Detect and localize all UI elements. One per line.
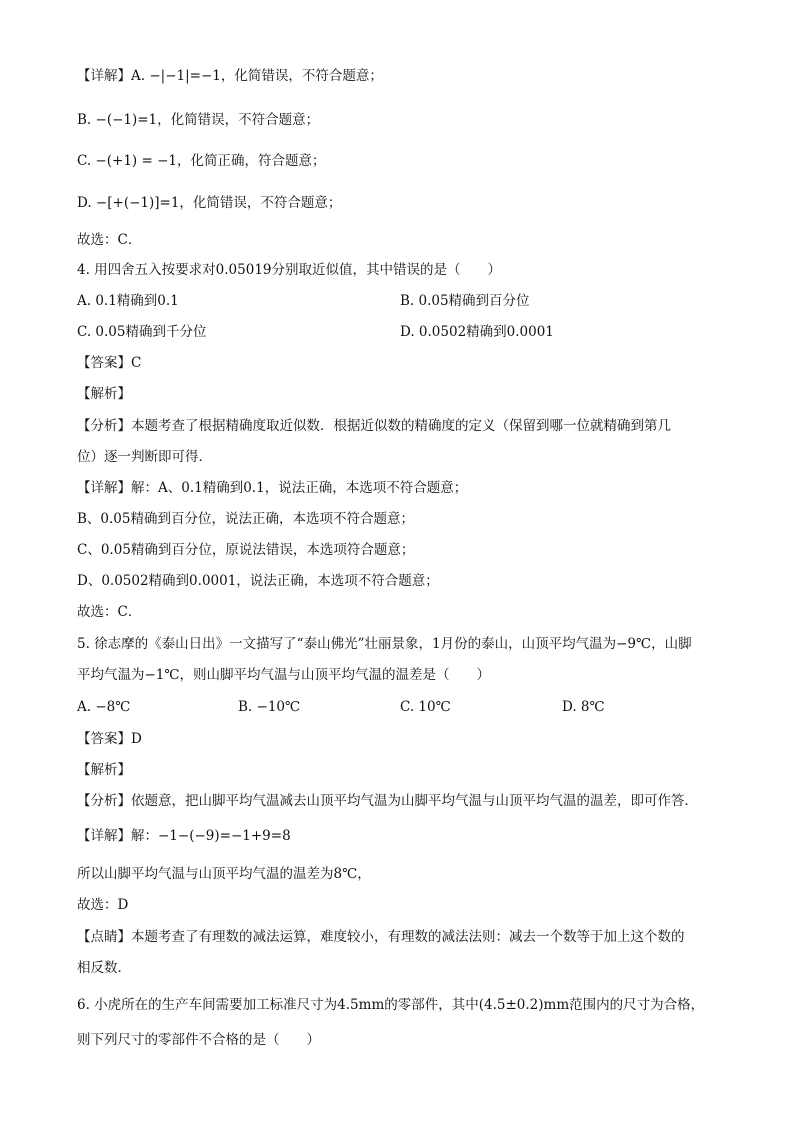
- question-4-option-b: B. 0.05精确到百分位: [400, 293, 530, 309]
- question-5-analysis-heading: 【解析】: [77, 762, 131, 778]
- question-5-analysis: 【分析】依题意，把山脚平均气温减去山顶平均气温为山脚平均气温与山顶平均气温的温差，即可作答．: [77, 793, 698, 809]
- question-5-comment-line-1: 【点睛】本题考查了有理数的减法运算，难度较小，有理数的减法法则：减去一个数等于加上这个数的: [77, 929, 685, 945]
- question-5-stem-line-2: 平均气温为−1℃，则山脚平均气温与山顶平均气温的温差是（ ）: [77, 667, 491, 683]
- question-4-detail-1: 【详解】解：A、0.1精确到0.1，说法正确，本选项不符合题意；: [77, 480, 468, 496]
- question-5-conclusion: 所以山脚平均气温与山顶平均气温的温差为8℃，: [77, 866, 371, 882]
- question-5-option-b: B. −10℃: [238, 699, 301, 715]
- question-4-detail-4: D、0.0502精确到0.0001，说法正确，本选项不符合题意；: [77, 573, 439, 589]
- solution-detail-d: D. −[+(−1)]=1，化简错误，不符合题意；: [77, 195, 342, 211]
- solution-detail-b: B. −(−1)=1，化简错误，不符合题意；: [77, 112, 320, 128]
- solution-detail-a: 【详解】A. −|−1|=−1，化简错误，不符合题意；: [77, 68, 383, 84]
- question-4-detail-3: C、0.05精确到百分位，原说法错误，本选项符合题意；: [77, 542, 415, 558]
- question-5-comment-line-2: 相反数．: [77, 960, 131, 976]
- question-4-detail-2: B、0.05精确到百分位，说法正确，本选项不符合题意；: [77, 511, 414, 527]
- question-5-answer: 【答案】D: [77, 731, 142, 747]
- question-4-stem: 4. 用四舍五入按要求对0.05019分别取近似值，其中错误的是（ ）: [77, 262, 501, 278]
- question-4-analysis-heading: 【解析】: [77, 386, 131, 402]
- question-4-option-c: C. 0.05精确到千分位: [77, 324, 207, 340]
- question-5-choice: 故选：D: [77, 897, 129, 913]
- question-5-option-c: C. 10℃: [400, 699, 451, 715]
- question-4-option-a: A. 0.1精确到0.1: [77, 293, 179, 309]
- question-6-stem-line-2: 则下列尺寸的零部件不合格的是（ ）: [77, 1032, 320, 1048]
- question-5-option-a: A. −8℃: [77, 699, 131, 715]
- question-5-detail: 【详解】解：−1−(−9)=−1+9=8: [77, 828, 291, 844]
- question-6-stem-line-1: 6. 小虎所在的生产车间需要加工标准尺寸为4.5mm的零部件，其中(4.5±0.2)mm范围内的尺寸为合格，: [77, 997, 705, 1013]
- question-4-option-d: D. 0.0502精确到0.0001: [400, 324, 554, 340]
- solution-detail-c: C. −(+1) = −1，化简正确，符合题意；: [77, 153, 326, 169]
- question-4-analysis-line-2: 位）逐一判断即可得．: [77, 449, 212, 465]
- question-4-choice: 故选：C．: [77, 604, 142, 620]
- question-4-answer: 【答案】C: [77, 355, 142, 371]
- question-5-option-d: D. 8℃: [562, 699, 605, 715]
- question-5-stem-line-1: 5. 徐志摩的《泰山日出》一文描写了“泰山佛光”壮丽景象，1月份的泰山，山顶平均气温为−9℃，山脚: [77, 636, 692, 652]
- answer-choice-line: 故选：C．: [77, 232, 142, 248]
- question-4-analysis-line-1: 【分析】本题考查了根据精确度取近似数．根据近似数的精确度的定义（保留到哪一位就精确到第几: [77, 418, 671, 434]
